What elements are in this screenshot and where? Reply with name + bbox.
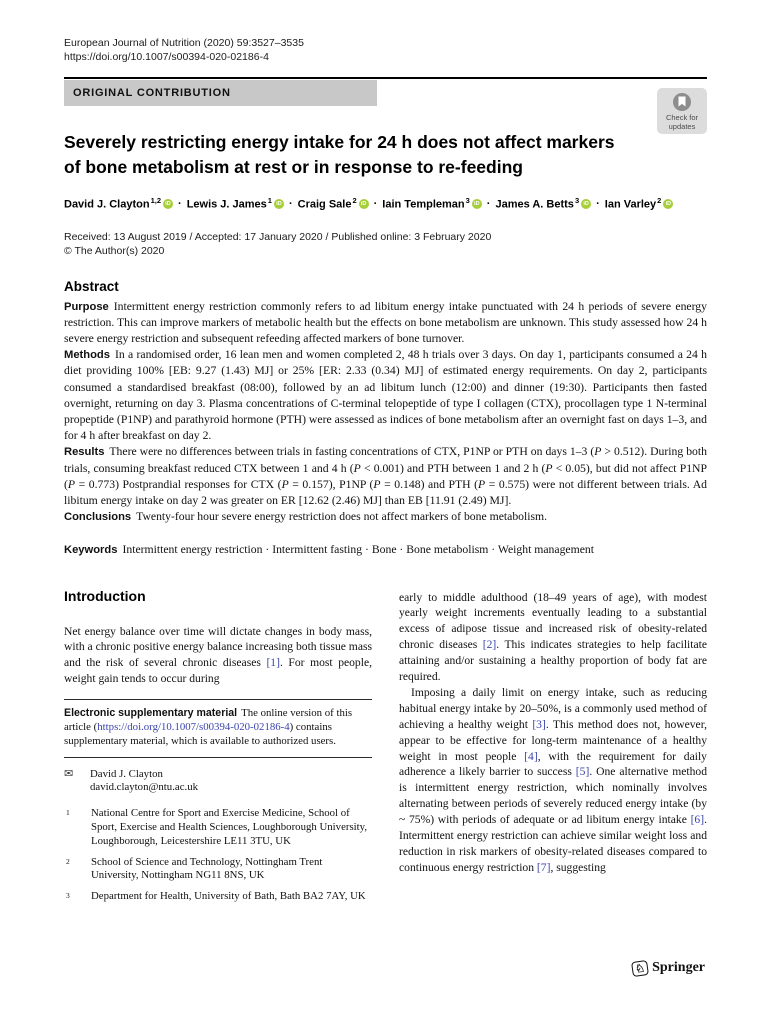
corresponding-author — [90, 768, 198, 796]
author-list — [64, 196, 707, 212]
abstract-methods: Methods In a randomised order, 16 lean men and women completed 2, 48 h trials over 3 days. On day 1, participants consumed a 24 h diet providing 100% [EB: 9.27 (1.43) MJ] or 25% [ER: 2.33 (0.34) MJ] of estimated energy requirements. On day 2, participants consumed a standardised breakfast (08:00), followed by an ad libitum lunch (12:00) and dinner (19:30). Participants then fasted overnight, returning on day 3. Plasma concentrations of C-terminal telopeptide of type I collagen (CTX), procollagen type 1 N-terminal propeptide (P1NP) and parathyroid hormone (PTH) were assessed as indices of bone metabolism after an overnight fast on days 1–3, and for 4 h after breakfast on day 2. — [64, 348, 707, 443]
article-type-banner — [64, 77, 707, 131]
envelope-icon: ✉ — [64, 767, 74, 780]
journal-doi: https://doi.org/10.1007/s00394-020-02186-4 — [64, 51, 269, 63]
crossmark-icon — [672, 92, 692, 112]
publisher-name: Springer — [652, 960, 705, 975]
keywords-text: Intermittent energy restriction · Intermittent fasting · Bone · Bone metabolism · Weight management — [122, 542, 594, 556]
citation-link[interactable]: [5] — [575, 765, 590, 779]
author: James A. Betts$^3$ iD — [495, 196, 591, 212]
author: Lewis J. James$^1$ iD — [187, 196, 284, 212]
keywords-line — [64, 542, 707, 558]
author-separator: · — [596, 197, 600, 210]
check-updates-text-1: Check for — [665, 113, 699, 122]
affiliation-2: 2 School of Science and Technology, Nottingham Trent University, Nottingham NG11 8NS, UK — [66, 855, 323, 882]
corresponding-author-email[interactable]: david.clayton@ntu.ac.uk — [90, 781, 198, 794]
article-type-label: ORIGINAL CONTRIBUTION — [64, 80, 377, 106]
author-separator: · — [288, 197, 293, 210]
introduction-heading: Introduction — [64, 587, 146, 604]
supplementary-material-note — [64, 699, 372, 757]
author: David J. Clayton$^{1,2}$ iD — [64, 196, 173, 212]
abstract-results: Results There were no differences between trials in fasting concentrations of CTX, P1NP or PTH on days 1–3 (P > 0.512). During both trials, consuming breakfast reduced CTX between 1 and 4 h (P < 0.001) and PTH between 1 and 2 h (P < 0.05), but did not affect P1NP (P = 0.773) Postprandial responses for CTX (P = 0.157), P1NP (P = 0.148) and PTH (P = 0.575) were not different between trials. Ad libitum energy intake on day 2 was greater on ER [12.62 (2.46) MJ] than EB [11.91 (2.49) MJ]. — [64, 445, 707, 508]
affiliation-3: 3 Department for Health, University of Bath, Bath BA2 7AY, UK — [66, 890, 366, 903]
affiliation-1: 1 National Centre for Sport and Exercise Medicine, School of Sport, Exercise and Health Sciences, Loughborough University, Loughborough, Leicestershire LE11 3TU, UK — [66, 807, 368, 847]
introduction-paragraph-1: Net energy balance over time will dictate changes in body mass, with a chronic positive energy balance increasing both tissue mass and the risk of several chronic diseases [1]. For most people, weight gain tends to occur during — [64, 624, 372, 686]
springer-knight-icon: ♘ — [631, 959, 649, 976]
citation-link[interactable]: [2] — [482, 638, 497, 652]
received-accepted-line: Received: 13 August 2019 / Accepted: 17 January 2020 / Published online: 3 February 2020 — [64, 230, 492, 243]
abstract-heading: Abstract — [64, 278, 119, 294]
citation-link[interactable]: [6] — [690, 813, 705, 827]
author-separator: · — [178, 197, 182, 210]
citation-link[interactable]: [4] — [524, 749, 538, 763]
journal-citation: European Journal of Nutrition (2020) 59:3527–3535 — [64, 37, 304, 49]
orcid-icon[interactable]: iD — [163, 199, 173, 209]
introduction-paragraph-2: early to middle adulthood (18–49 years of age), with modest yearly weight increments eventually leading to a substantial excess of adipose tissue and increased risk of obesity-related chronic diseases [2]. This indicates strategies to help facilitate attaining and/or sustaining a healthy proportion of body fat are required. — [399, 590, 707, 684]
author: Iain Templeman$^3$ iD — [382, 196, 482, 212]
esm-text-after: ) contains supplementary material, which is available to authorized users. — [64, 720, 336, 747]
corresponding-author-name: David J. Clayton — [90, 767, 163, 780]
esm-label: Electronic supplementary material — [64, 707, 238, 720]
page-title — [64, 130, 707, 180]
publication-dates — [64, 230, 707, 258]
publisher-logo — [632, 960, 705, 976]
citation-link[interactable]: [7] — [536, 860, 551, 874]
introduction-section — [64, 588, 707, 911]
left-column — [64, 588, 372, 911]
keywords-label: Keywords — [64, 543, 118, 556]
check-updates-text-2: updates — [668, 121, 696, 131]
introduction-paragraph-3: Imposing a daily limit on energy intake, such as reducing habitual energy intake by 20–50%, is a commonly used method of achieving a healthy weight [3]. This method does not, however, appear to be effective for long-term maintenance of a healthy weight in most people [4], with the requirement for daily adherence a likely barrier to success [5]. One alternative method is intermittent energy restriction, which nominally involves alternating between periods of severely reduced energy intake (by ~ 75%) with periods of adequate or ad libitum energy intake [6]. Intermittent energy restriction can achieve similar weight loss and reduction in risk markers of obesity-related diseases compared to continuous energy restriction [7], suggesting — [399, 685, 708, 874]
title-line-1: Severely restricting energy intake for 24 h does not affect markers — [64, 132, 615, 152]
title-line-2: of bone metabolism at rest or in response to re-feeding — [64, 157, 523, 177]
corresponding-author-block — [64, 768, 372, 796]
author-separator: · — [373, 197, 378, 210]
orcid-icon[interactable]: iD — [274, 199, 284, 209]
copyright-line: © The Author(s) 2020 — [64, 244, 165, 257]
orcid-icon[interactable]: iD — [472, 199, 482, 209]
affiliation-list — [64, 807, 372, 904]
abstract-purpose: Purpose Intermittent energy restriction commonly refers to ad libitum energy intake punctuated with 24 h periods of severe energy restriction. This can improve markers of metabolic health but the effects on bone metabolism are unknown. This study assessed how 24 h severe energy restriction and subsequent refeeding affected markers of bone turnover. — [64, 299, 707, 346]
esm-doi-link[interactable]: https://doi.org/10.1007/s00394-020-02186-4 — [97, 720, 290, 733]
journal-header — [64, 36, 707, 64]
citation-link[interactable]: [3] — [532, 717, 546, 731]
abstract-body — [64, 299, 707, 526]
abstract-conclusions: Conclusions Twenty-four hour severe energy restriction does not affect markers of bone metabolism. — [64, 510, 548, 524]
orcid-icon[interactable]: iD — [663, 199, 673, 209]
author: Ian Varley$^2$ iD — [605, 196, 674, 212]
citation-link[interactable]: [1] — [266, 656, 280, 670]
orcid-icon[interactable]: iD — [359, 199, 369, 209]
orcid-icon[interactable]: iD — [581, 199, 591, 209]
check-for-updates-badge[interactable] — [657, 88, 707, 134]
author-separator: · — [486, 197, 491, 210]
author: Craig Sale$^2$ iD — [298, 196, 369, 212]
esm-text-before: The online version of this article ( — [64, 707, 353, 733]
right-column — [399, 588, 707, 911]
